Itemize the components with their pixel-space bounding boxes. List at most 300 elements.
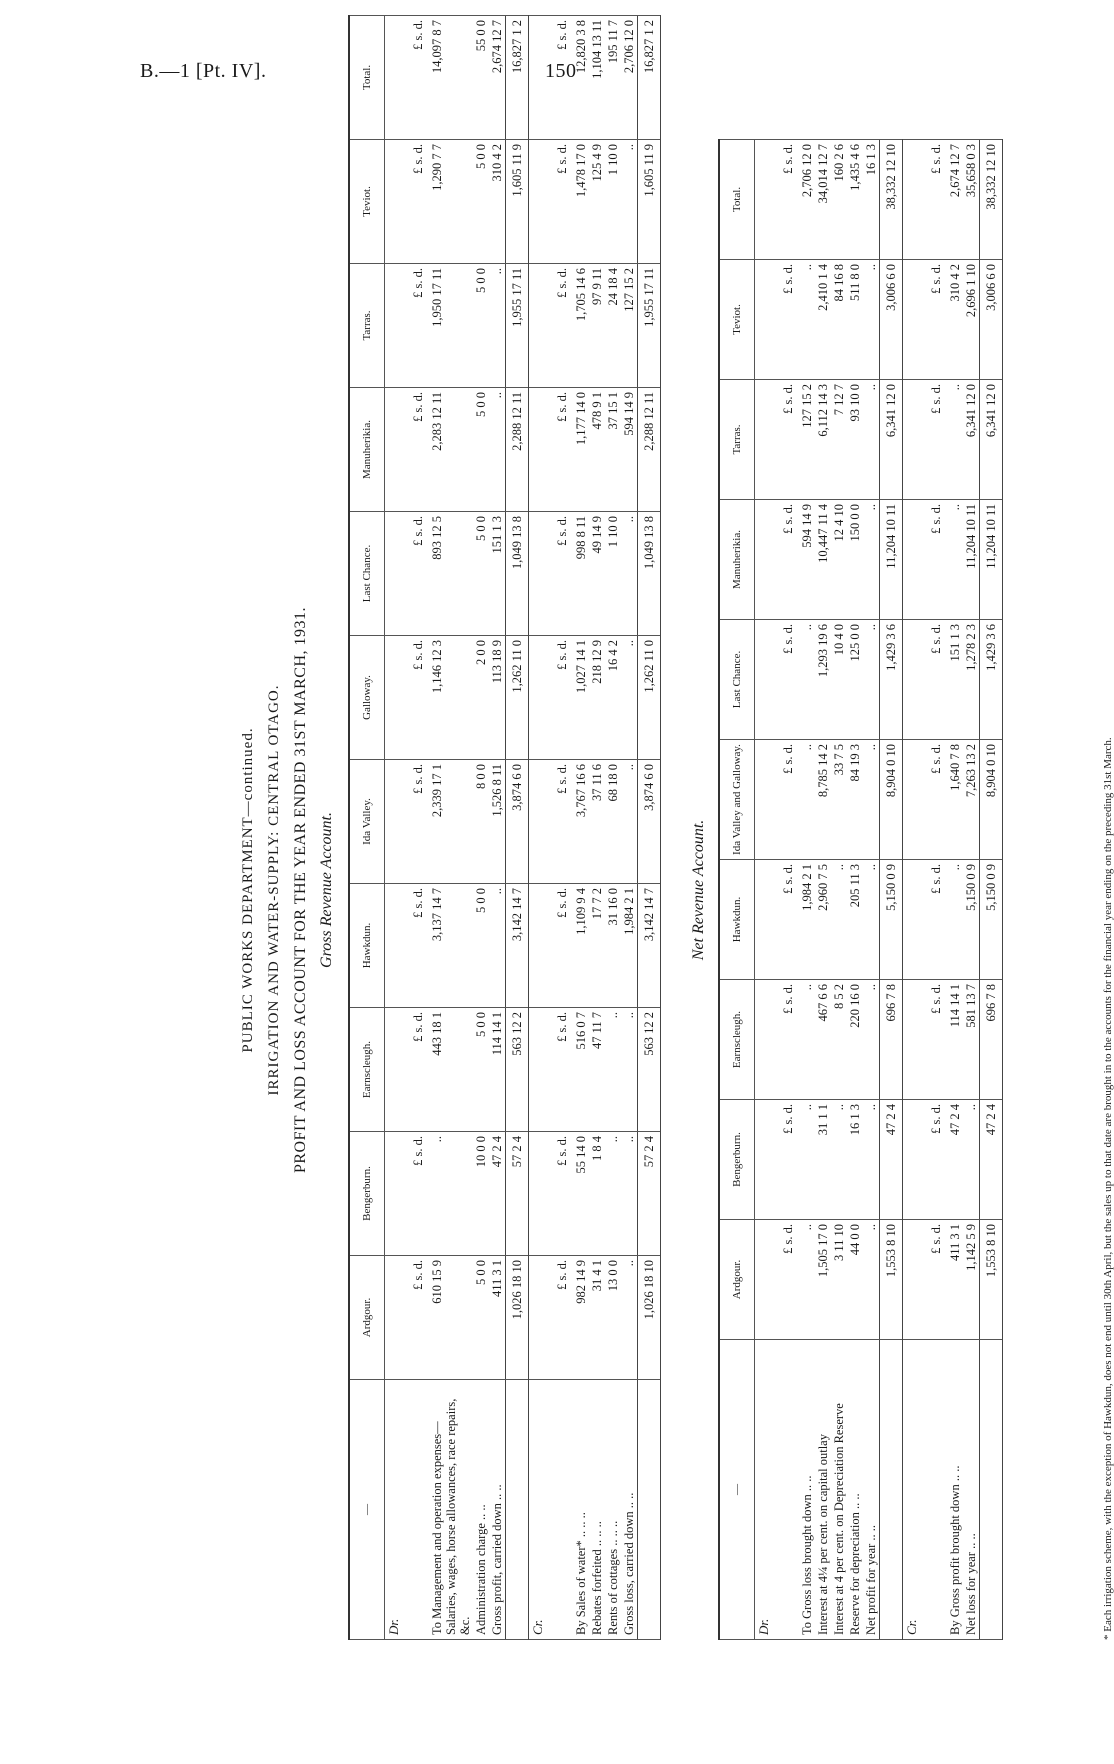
total-cell: 3,142 14 7 bbox=[506, 884, 529, 1008]
blank-cell bbox=[385, 16, 404, 140]
amount-cell: 1,290 7 7 bbox=[429, 140, 473, 264]
blank-cell bbox=[755, 620, 774, 740]
blank-cell bbox=[385, 140, 404, 264]
amount-cell: .. bbox=[489, 388, 506, 512]
total-cell: 47 2 4 bbox=[880, 1100, 903, 1220]
blank-cell bbox=[755, 140, 774, 260]
blank-cell bbox=[773, 1340, 799, 1640]
amount-cell: 7 12 7 bbox=[831, 380, 847, 500]
amount-cell: 8,785 14 2 bbox=[815, 740, 831, 860]
total-cell: 2,288 12 11 bbox=[638, 388, 661, 512]
total-cell: 1,262 11 0 bbox=[506, 636, 529, 760]
amount-cell: 47 2 4 bbox=[489, 1132, 506, 1256]
column-header: Total. bbox=[719, 140, 755, 260]
blank-cell bbox=[903, 380, 922, 500]
blank-cell bbox=[547, 1380, 573, 1640]
units-label: £ s. d. bbox=[921, 620, 947, 740]
amount-cell: .. bbox=[621, 1256, 638, 1380]
amount-cell: 2,674 12 7 bbox=[947, 140, 963, 260]
amount-cell: 5,150 0 9 bbox=[963, 860, 980, 980]
amount-cell: 1,984 2 1 bbox=[621, 884, 638, 1008]
units-label: £ s. d. bbox=[403, 16, 429, 140]
blank-cell bbox=[638, 1380, 661, 1640]
blank-cell bbox=[903, 740, 922, 860]
blank-cell bbox=[385, 388, 404, 512]
total-cell: 3,874 6 0 bbox=[506, 760, 529, 884]
row-label: Gross profit, carried down .. .. bbox=[489, 1380, 506, 1640]
gross-revenue-table bbox=[348, 15, 661, 1640]
amount-cell: 3,767 16 6 bbox=[573, 760, 589, 884]
gross-revenue-heading: Gross Revenue Account. bbox=[318, 812, 335, 968]
amount-cell: 55 0 0 bbox=[473, 16, 489, 140]
blank-cell bbox=[755, 380, 774, 500]
units-label: £ s. d. bbox=[547, 16, 573, 140]
blank-cell bbox=[903, 860, 922, 980]
total-cell: 11,204 10 11 bbox=[980, 500, 1003, 620]
amount-cell: 37 11 6 bbox=[589, 760, 605, 884]
amount-cell: 443 18 1 bbox=[429, 1008, 473, 1132]
amount-cell: 5 0 0 bbox=[473, 388, 489, 512]
amount-cell: 84 19 3 bbox=[847, 740, 863, 860]
row-label: Rebates forfeited .. .. .. bbox=[589, 1380, 605, 1640]
amount-cell: 310 4 2 bbox=[489, 140, 506, 264]
blank-cell bbox=[385, 264, 404, 388]
amount-cell: 34,014 12 7 bbox=[815, 140, 831, 260]
amount-cell: 2 0 0 bbox=[473, 636, 489, 760]
blank-cell bbox=[529, 264, 548, 388]
blank-cell bbox=[529, 1008, 548, 1132]
amount-cell: .. bbox=[429, 1132, 473, 1256]
amount-cell: 8 0 0 bbox=[473, 760, 489, 884]
column-header: Last Chance. bbox=[349, 512, 385, 636]
total-row bbox=[638, 16, 661, 1640]
row-label: Gross loss, carried down .. .. bbox=[621, 1380, 638, 1640]
amount-cell: 10 0 0 bbox=[473, 1132, 489, 1256]
amount-cell: 1,142 5 9 bbox=[963, 1220, 980, 1340]
units-label: £ s. d. bbox=[547, 1132, 573, 1256]
units-label: £ s. d. bbox=[403, 1008, 429, 1132]
column-header: Tarras. bbox=[349, 264, 385, 388]
amount-cell: 10 4 0 bbox=[831, 620, 847, 740]
row-label: Rents of cottages .. .. .. bbox=[605, 1380, 621, 1640]
row-label: To Management and operation expenses—Salaries, wages, horse allowances, race repairs, &c. bbox=[429, 1380, 473, 1640]
net-revenue-heading: Net Revenue Account. bbox=[690, 819, 707, 961]
net-revenue-table bbox=[718, 139, 1003, 1640]
blank-cell bbox=[385, 636, 404, 760]
amount-cell: .. bbox=[799, 260, 815, 380]
column-header: Tarras. bbox=[719, 380, 755, 500]
total-cell: 1,605 11 9 bbox=[638, 140, 661, 264]
amount-cell: .. bbox=[605, 1008, 621, 1132]
total-cell: 11,204 10 11 bbox=[880, 500, 903, 620]
blank-cell bbox=[529, 388, 548, 512]
total-cell: 38,332 12 10 bbox=[980, 140, 1003, 260]
amount-cell: 160 2 6 bbox=[831, 140, 847, 260]
amount-cell: 2,339 17 1 bbox=[429, 760, 473, 884]
column-header: — bbox=[719, 1340, 755, 1640]
total-cell: 1,049 13 8 bbox=[506, 512, 529, 636]
row-label: By Sales of water* .. .. .. bbox=[573, 1380, 589, 1640]
amount-cell: 10,447 11 4 bbox=[815, 500, 831, 620]
amount-cell: 37 15 1 bbox=[605, 388, 621, 512]
table-row bbox=[863, 140, 880, 1640]
column-header: Ardgour. bbox=[719, 1220, 755, 1340]
row-label: Net profit for year .. .. bbox=[863, 1340, 880, 1640]
table-row bbox=[963, 140, 980, 1640]
amount-cell: .. bbox=[621, 140, 638, 264]
units-label: £ s. d. bbox=[403, 1132, 429, 1256]
blank-cell bbox=[755, 980, 774, 1100]
blank-cell bbox=[385, 512, 404, 636]
amount-cell: 35,658 0 3 bbox=[963, 140, 980, 260]
table-row bbox=[573, 16, 589, 1640]
total-cell: 1,262 11 0 bbox=[638, 636, 661, 760]
footnote: * Each irrigation scheme, with the exception of Hawkdun, does not end until 30th April, but the sales up to that date are brought in to the accounts for the financial year ending on the preceding 31st March. bbox=[1102, 737, 1114, 1640]
blank-cell bbox=[529, 1256, 548, 1380]
amount-cell: 411 3 1 bbox=[489, 1256, 506, 1380]
total-cell: 6,341 12 0 bbox=[980, 380, 1003, 500]
table-row bbox=[605, 16, 621, 1640]
table-row bbox=[473, 16, 489, 1640]
amount-cell: 1,435 4 6 bbox=[847, 140, 863, 260]
amount-cell: 594 14 9 bbox=[621, 388, 638, 512]
amount-cell: .. bbox=[799, 980, 815, 1100]
amount-cell: 11,204 10 11 bbox=[963, 500, 980, 620]
total-cell: 1,955 17 11 bbox=[506, 264, 529, 388]
side-label: Dr. bbox=[755, 1340, 774, 1640]
total-cell: 1,605 11 9 bbox=[506, 140, 529, 264]
account-title: PROFIT AND LOSS ACCOUNT FOR THE YEAR ENDED 31ST MARCH, 1931. bbox=[292, 606, 309, 1174]
amount-cell: 24 18 4 bbox=[605, 264, 621, 388]
blank-cell bbox=[755, 740, 774, 860]
amount-cell: 1,950 17 11 bbox=[429, 264, 473, 388]
column-header: Hawkdun. bbox=[349, 884, 385, 1008]
table-row bbox=[831, 140, 847, 1640]
blank-cell bbox=[755, 1100, 774, 1220]
blank-cell bbox=[385, 1132, 404, 1256]
amount-cell: 12 4 10 bbox=[831, 500, 847, 620]
amount-cell: 1 10 0 bbox=[605, 140, 621, 264]
amount-cell: 1,109 9 4 bbox=[573, 884, 589, 1008]
amount-cell: 7,263 13 2 bbox=[963, 740, 980, 860]
amount-cell: 49 14 9 bbox=[589, 512, 605, 636]
amount-cell: 218 12 9 bbox=[589, 636, 605, 760]
column-header: Galloway. bbox=[349, 636, 385, 760]
blank-cell bbox=[903, 980, 922, 1100]
amount-cell: .. bbox=[947, 500, 963, 620]
column-header: Teviot. bbox=[349, 140, 385, 264]
total-cell: 3,006 6 0 bbox=[880, 260, 903, 380]
amount-cell: 1,146 12 3 bbox=[429, 636, 473, 760]
total-cell: 1,026 18 10 bbox=[506, 1256, 529, 1380]
amount-cell: 84 16 8 bbox=[831, 260, 847, 380]
units-label: £ s. d. bbox=[403, 140, 429, 264]
total-cell: 1,553 8 10 bbox=[880, 1220, 903, 1340]
total-cell: 563 12 2 bbox=[638, 1008, 661, 1132]
total-row bbox=[506, 16, 529, 1640]
blank-cell bbox=[903, 1220, 922, 1340]
total-cell: 1,049 13 8 bbox=[638, 512, 661, 636]
amount-cell: 151 1 3 bbox=[489, 512, 506, 636]
amount-cell: 2,706 12 0 bbox=[799, 140, 815, 260]
total-cell: 16,827 1 2 bbox=[506, 16, 529, 140]
table-row bbox=[589, 16, 605, 1640]
row-label: By Gross profit brought down .. .. bbox=[947, 1340, 963, 1640]
amount-cell: .. bbox=[947, 860, 963, 980]
amount-cell: 310 4 2 bbox=[947, 260, 963, 380]
amount-cell: 195 11 7 bbox=[605, 16, 621, 140]
page-header-left: B.—1 [Pt. IV]. bbox=[140, 60, 267, 82]
units-label: £ s. d. bbox=[773, 740, 799, 860]
units-label: £ s. d. bbox=[773, 380, 799, 500]
units-label: £ s. d. bbox=[403, 512, 429, 636]
blank-cell bbox=[755, 1220, 774, 1340]
amount-cell: 125 4 9 bbox=[589, 140, 605, 264]
amount-cell: 2,410 1 4 bbox=[815, 260, 831, 380]
units-label: £ s. d. bbox=[403, 1256, 429, 1380]
units-label: £ s. d. bbox=[773, 260, 799, 380]
amount-cell: .. bbox=[863, 1100, 880, 1220]
amount-cell: 1,984 2 1 bbox=[799, 860, 815, 980]
blank-cell bbox=[903, 500, 922, 620]
amount-cell: 3 11 10 bbox=[831, 1220, 847, 1340]
units-label: £ s. d. bbox=[547, 388, 573, 512]
amount-cell: 47 2 4 bbox=[947, 1100, 963, 1220]
amount-cell: 16 1 3 bbox=[863, 140, 880, 260]
blank-cell bbox=[529, 512, 548, 636]
blank-cell bbox=[529, 760, 548, 884]
table-row bbox=[847, 140, 863, 1640]
blank-cell bbox=[903, 1100, 922, 1220]
total-cell: 1,955 17 11 bbox=[638, 264, 661, 388]
amount-cell: 150 0 0 bbox=[847, 500, 863, 620]
amount-cell: 5 0 0 bbox=[473, 140, 489, 264]
column-header: Bengerburn. bbox=[349, 1132, 385, 1256]
row-label: Reserve for depreciation .. .. bbox=[847, 1340, 863, 1640]
table-row bbox=[429, 16, 473, 1640]
amount-cell: 1,027 14 1 bbox=[573, 636, 589, 760]
amount-cell: .. bbox=[831, 1100, 847, 1220]
blank-cell bbox=[880, 1340, 903, 1640]
amount-cell: 411 3 1 bbox=[947, 1220, 963, 1340]
blank-cell bbox=[385, 760, 404, 884]
units-label: £ s. d. bbox=[773, 500, 799, 620]
units-label: £ s. d. bbox=[547, 760, 573, 884]
units-label: £ s. d. bbox=[921, 1220, 947, 1340]
amount-cell: .. bbox=[831, 860, 847, 980]
amount-cell: 2,960 7 5 bbox=[815, 860, 831, 980]
amount-cell: .. bbox=[863, 980, 880, 1100]
blank-cell bbox=[385, 1256, 404, 1380]
amount-cell: 6,341 12 0 bbox=[963, 380, 980, 500]
column-header: Earnscleugh. bbox=[349, 1008, 385, 1132]
amount-cell: 1 8 4 bbox=[589, 1132, 605, 1256]
total-cell: 6,341 12 0 bbox=[880, 380, 903, 500]
units-label: £ s. d. bbox=[547, 884, 573, 1008]
total-cell: 1,429 3 6 bbox=[880, 620, 903, 740]
amount-cell: 1,705 14 6 bbox=[573, 264, 589, 388]
column-header: — bbox=[349, 1380, 385, 1640]
blank-cell bbox=[529, 636, 548, 760]
amount-cell: 3,137 14 7 bbox=[429, 884, 473, 1008]
amount-cell: 31 4 1 bbox=[589, 1256, 605, 1380]
blank-cell bbox=[921, 1340, 947, 1640]
amount-cell: 114 14 1 bbox=[947, 980, 963, 1100]
total-cell: 563 12 2 bbox=[506, 1008, 529, 1132]
amount-cell: 113 18 9 bbox=[489, 636, 506, 760]
amount-cell: 47 11 7 bbox=[589, 1008, 605, 1132]
amount-cell: 205 11 3 bbox=[847, 860, 863, 980]
amount-cell: .. bbox=[863, 860, 880, 980]
amount-cell: 16 4 2 bbox=[605, 636, 621, 760]
blank-cell bbox=[903, 620, 922, 740]
amount-cell: 2,706 12 0 bbox=[621, 16, 638, 140]
amount-cell: 1,177 14 0 bbox=[573, 388, 589, 512]
amount-cell: .. bbox=[799, 1100, 815, 1220]
amount-cell: 5 0 0 bbox=[473, 512, 489, 636]
blank-cell bbox=[529, 1132, 548, 1256]
amount-cell: 125 0 0 bbox=[847, 620, 863, 740]
amount-cell: 998 8 11 bbox=[573, 512, 589, 636]
amount-cell: 44 0 0 bbox=[847, 1220, 863, 1340]
amount-cell: 594 14 9 bbox=[799, 500, 815, 620]
column-header: Manuherikia. bbox=[349, 388, 385, 512]
amount-cell: 14,097 8 7 bbox=[429, 16, 473, 140]
amount-cell: 55 14 0 bbox=[573, 1132, 589, 1256]
column-header: Manuherikia. bbox=[719, 500, 755, 620]
units-label: £ s. d. bbox=[773, 980, 799, 1100]
total-cell: 2,288 12 11 bbox=[506, 388, 529, 512]
column-header: Ida Valley. bbox=[349, 760, 385, 884]
units-label: £ s. d. bbox=[403, 760, 429, 884]
amount-cell: 5 0 0 bbox=[473, 1008, 489, 1132]
blank-cell bbox=[755, 500, 774, 620]
column-header: Bengerburn. bbox=[719, 1100, 755, 1220]
table-row bbox=[621, 16, 638, 1640]
amount-cell: 97 9 11 bbox=[589, 264, 605, 388]
amount-cell: 220 16 0 bbox=[847, 980, 863, 1100]
amount-cell: .. bbox=[799, 740, 815, 860]
units-label: £ s. d. bbox=[921, 380, 947, 500]
amount-cell: 33 7 5 bbox=[831, 740, 847, 860]
units-label: £ s. d. bbox=[403, 388, 429, 512]
amount-cell: 2,674 12 7 bbox=[489, 16, 506, 140]
amount-cell: 151 1 3 bbox=[947, 620, 963, 740]
blank-cell bbox=[980, 1340, 1003, 1640]
row-label: Interest at 4 per cent. on Depreciation Reserve bbox=[831, 1340, 847, 1640]
table-row bbox=[815, 140, 831, 1640]
total-cell: 1,026 18 10 bbox=[638, 1256, 661, 1380]
amount-cell: 5 0 0 bbox=[473, 884, 489, 1008]
units-label: £ s. d. bbox=[403, 264, 429, 388]
total-cell: 1,429 3 6 bbox=[980, 620, 1003, 740]
total-cell: 3,006 6 0 bbox=[980, 260, 1003, 380]
row-label: Administration charge .. .. bbox=[473, 1380, 489, 1640]
amount-cell: 114 14 1 bbox=[489, 1008, 506, 1132]
amount-cell: .. bbox=[863, 500, 880, 620]
amount-cell: 610 15 9 bbox=[429, 1256, 473, 1380]
amount-cell: 12,820 3 8 bbox=[573, 16, 589, 140]
amount-cell: 1,478 17 0 bbox=[573, 140, 589, 264]
amount-cell: 6,112 14 3 bbox=[815, 380, 831, 500]
units-label: £ s. d. bbox=[547, 1008, 573, 1132]
table-row bbox=[947, 140, 963, 1640]
total-row bbox=[980, 140, 1003, 1640]
amount-cell: 1,526 8 11 bbox=[489, 760, 506, 884]
amount-cell: .. bbox=[621, 512, 638, 636]
units-label: £ s. d. bbox=[921, 500, 947, 620]
blank-cell bbox=[755, 860, 774, 980]
total-cell: 8,904 0 10 bbox=[880, 740, 903, 860]
amount-cell: 893 12 5 bbox=[429, 512, 473, 636]
department-title: PUBLIC WORKS DEPARTMENT—continued. bbox=[240, 727, 256, 1053]
units-label: £ s. d. bbox=[921, 1100, 947, 1220]
amount-cell: 1,278 2 3 bbox=[963, 620, 980, 740]
blank-cell bbox=[529, 16, 548, 140]
total-cell: 38,332 12 10 bbox=[880, 140, 903, 260]
row-label: Net loss for year .. .. bbox=[963, 1340, 980, 1640]
side-label: Cr. bbox=[529, 1380, 548, 1640]
units-label: £ s. d. bbox=[921, 260, 947, 380]
amount-cell: 13 0 0 bbox=[605, 1256, 621, 1380]
side-label: Dr. bbox=[385, 1380, 404, 1640]
total-cell: 57 2 4 bbox=[638, 1132, 661, 1256]
amount-cell: .. bbox=[863, 620, 880, 740]
column-header: Hawkdun. bbox=[719, 860, 755, 980]
amount-cell: .. bbox=[621, 1008, 638, 1132]
units-label: £ s. d. bbox=[921, 980, 947, 1100]
total-cell: 47 2 4 bbox=[980, 1100, 1003, 1220]
amount-cell: 5 0 0 bbox=[473, 1256, 489, 1380]
total-cell: 57 2 4 bbox=[506, 1132, 529, 1256]
amount-cell: .. bbox=[605, 1132, 621, 1256]
page-number: 150 bbox=[545, 60, 577, 82]
amount-cell: .. bbox=[621, 636, 638, 760]
total-cell: 1,553 8 10 bbox=[980, 1220, 1003, 1340]
units-label: £ s. d. bbox=[773, 140, 799, 260]
amount-cell: .. bbox=[489, 264, 506, 388]
blank-cell bbox=[506, 1380, 529, 1640]
total-cell: 3,874 6 0 bbox=[638, 760, 661, 884]
amount-cell: 1,293 19 6 bbox=[815, 620, 831, 740]
amount-cell: 127 15 2 bbox=[799, 380, 815, 500]
table-row bbox=[799, 140, 815, 1640]
amount-cell: .. bbox=[621, 1132, 638, 1256]
column-header: Earnscleugh. bbox=[719, 980, 755, 1100]
units-label: £ s. d. bbox=[921, 140, 947, 260]
blank-cell bbox=[529, 884, 548, 1008]
units-label: £ s. d. bbox=[547, 264, 573, 388]
amount-cell: 511 8 0 bbox=[847, 260, 863, 380]
amount-cell: 467 6 6 bbox=[815, 980, 831, 1100]
blank-cell bbox=[385, 884, 404, 1008]
subject-title: IRRIGATION AND WATER-SUPPLY: CENTRAL OTAGO. bbox=[266, 684, 282, 1096]
amount-cell: 1,640 7 8 bbox=[947, 740, 963, 860]
amount-cell: .. bbox=[489, 884, 506, 1008]
units-label: £ s. d. bbox=[773, 1100, 799, 1220]
amount-cell: 31 16 0 bbox=[605, 884, 621, 1008]
blank-cell bbox=[903, 140, 922, 260]
amount-cell: 127 15 2 bbox=[621, 264, 638, 388]
amount-cell: 581 13 7 bbox=[963, 980, 980, 1100]
blank-cell bbox=[529, 140, 548, 264]
blank-cell bbox=[403, 1380, 429, 1640]
column-header: Teviot. bbox=[719, 260, 755, 380]
total-cell: 696 7 8 bbox=[880, 980, 903, 1100]
amount-cell: 68 18 0 bbox=[605, 760, 621, 884]
units-label: £ s. d. bbox=[547, 512, 573, 636]
units-label: £ s. d. bbox=[547, 140, 573, 264]
